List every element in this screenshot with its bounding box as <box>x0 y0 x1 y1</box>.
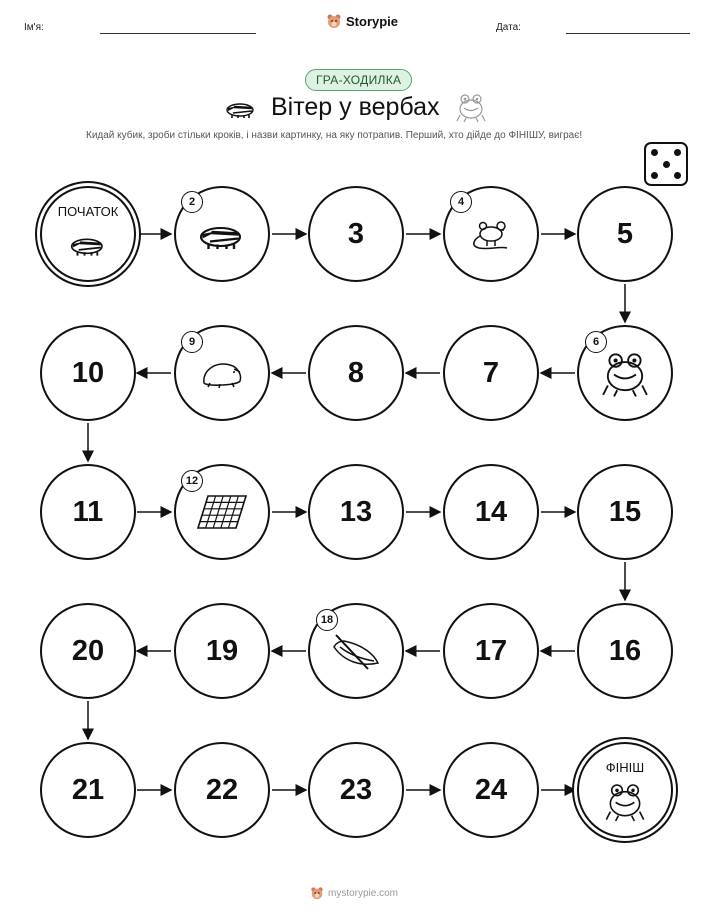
cell-20-number: 20 <box>71 634 105 667</box>
cell-12-badge: 12 <box>181 470 203 492</box>
cell-7-number: 7 <box>482 356 500 389</box>
cell-10-number: 10 <box>71 356 105 389</box>
bear-icon <box>310 886 324 900</box>
instructions: Кидай кубик, зроби стільки кроків, і назви картинку, на яку потрапив. Перший, хто дійде до ФІНІШУ, виграє! <box>86 130 583 141</box>
cell-14[interactable] <box>443 464 539 560</box>
game-type-badge: ГРА-ХОДИЛКА <box>305 69 412 91</box>
cell-8[interactable] <box>308 325 404 421</box>
map-grid-icon <box>196 492 248 532</box>
finish-label: ФІНІШ <box>605 760 645 775</box>
cell-22-number: 22 <box>205 773 239 806</box>
cell-21-number: 21 <box>71 773 105 806</box>
cell-17-number: 17 <box>474 634 508 667</box>
cell-3-number: 3 <box>347 217 365 250</box>
cell-5-number: 5 <box>616 217 634 250</box>
cell-start[interactable] <box>40 186 136 282</box>
cell-11-number: 11 <box>72 495 104 528</box>
mouse-icon <box>469 216 513 252</box>
cell-4-badge: 4 <box>450 191 472 213</box>
boat-icon <box>330 631 382 671</box>
cell-5[interactable] <box>577 186 673 282</box>
cell-23[interactable] <box>308 742 404 838</box>
cell-10[interactable] <box>40 325 136 421</box>
cell-18-badge: 18 <box>316 609 338 631</box>
cell-16-number: 16 <box>608 634 642 667</box>
cell-14-number: 14 <box>474 495 508 528</box>
footer-site[interactable]: mystorypie.com <box>328 887 399 899</box>
cell-23-number: 23 <box>339 773 373 806</box>
badger-icon <box>68 230 108 258</box>
cell-19[interactable] <box>174 603 270 699</box>
cell-6-badge: 6 <box>585 331 607 353</box>
cell-24[interactable] <box>443 742 539 838</box>
cell-15[interactable] <box>577 464 673 560</box>
cell-8-number: 8 <box>347 356 365 389</box>
cell-13-number: 13 <box>339 495 373 528</box>
cell-24-number: 24 <box>474 773 508 806</box>
cell-9-badge: 9 <box>181 331 203 353</box>
name-label: Ім'я: <box>24 22 44 33</box>
cell-7[interactable] <box>443 325 539 421</box>
start-label: ПОЧАТОК <box>57 204 119 219</box>
cell-21[interactable] <box>40 742 136 838</box>
cell-22[interactable] <box>174 742 270 838</box>
cell-finish[interactable] <box>577 742 673 838</box>
cell-15-number: 15 <box>608 495 642 528</box>
page-title: Вітер у вербах <box>271 93 440 121</box>
cell-19-number: 19 <box>205 634 239 667</box>
brand-name: Storypie <box>346 13 399 29</box>
cell-13[interactable] <box>308 464 404 560</box>
cell-16[interactable] <box>577 603 673 699</box>
cell-3[interactable] <box>308 186 404 282</box>
cell-20[interactable] <box>40 603 136 699</box>
mole-icon <box>198 355 246 391</box>
footer <box>310 886 398 900</box>
badger-icon <box>196 216 248 252</box>
cell-17[interactable] <box>443 603 539 699</box>
toad-icon <box>601 348 649 398</box>
cell-11[interactable] <box>40 464 136 560</box>
toad-icon <box>605 779 645 823</box>
cell-2-badge: 2 <box>181 191 203 213</box>
date-label: Дата: <box>496 22 521 33</box>
